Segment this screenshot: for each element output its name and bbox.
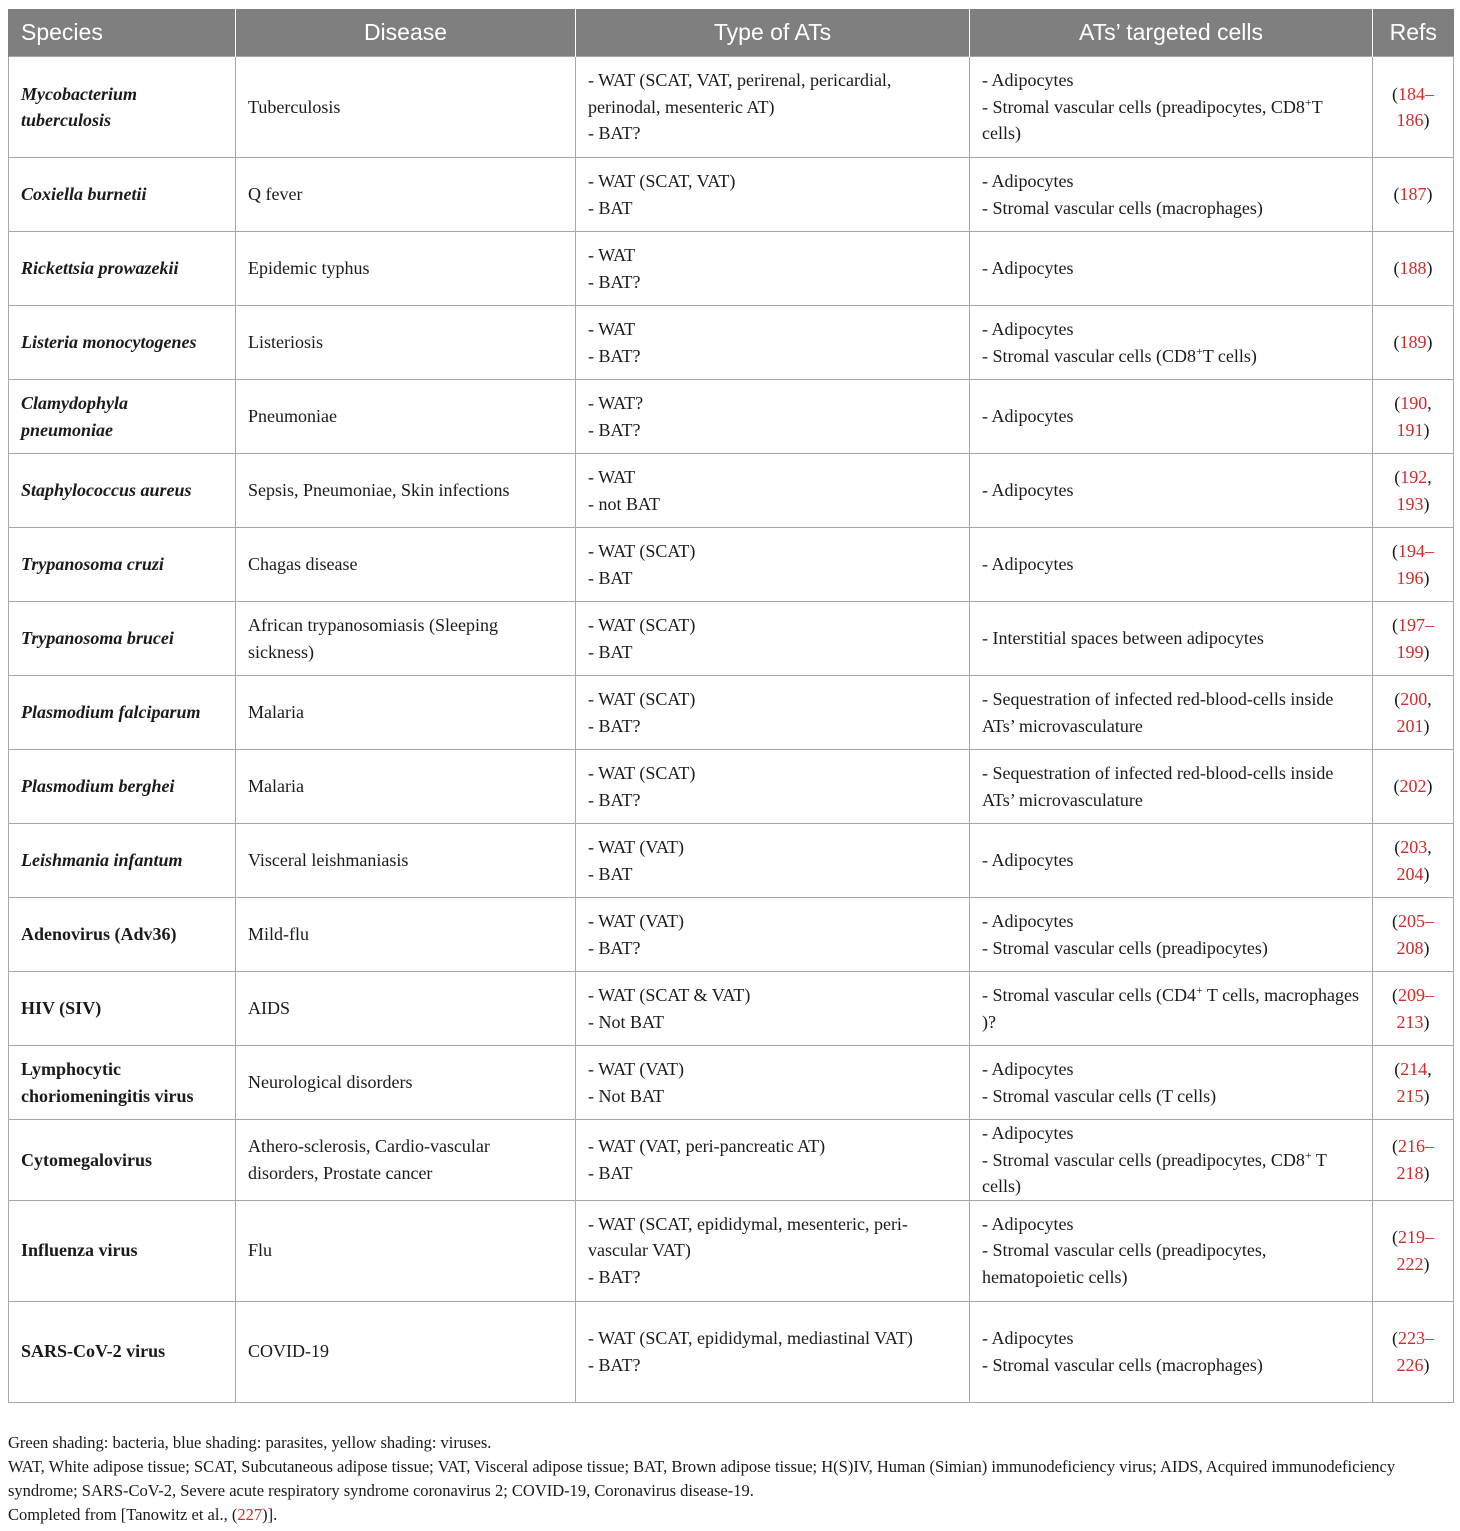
superscript: + xyxy=(1195,343,1203,358)
species-cell: Clamydophyla pneumoniae xyxy=(9,380,236,454)
species-cell: Plasmodium falciparum xyxy=(9,676,236,750)
at-type-cell xyxy=(576,158,970,232)
at-type-cell xyxy=(576,528,970,602)
at-type-cell xyxy=(576,1200,970,1301)
ref-link[interactable]: 218 xyxy=(1396,1162,1424,1183)
superscript: + xyxy=(1304,1147,1312,1162)
ref-link[interactable]: 203 xyxy=(1400,837,1428,857)
disease-cell: Epidemic typhus xyxy=(236,232,576,306)
cells-line: - Stromal vascular cells (preadipocytes, hematopoietic cells) xyxy=(982,1240,1267,1287)
at-line: - WAT (SCAT) xyxy=(588,689,696,709)
refs-cell: (188) xyxy=(1373,232,1454,306)
disease-cell: Tuberculosis xyxy=(236,57,576,158)
refs-cell: (209– 213) xyxy=(1373,972,1454,1046)
header-disease: Disease xyxy=(236,9,576,57)
at-type-cell xyxy=(576,57,970,158)
targeted-cells-cell xyxy=(970,1120,1373,1201)
at-type-cell xyxy=(576,380,970,454)
ref-link[interactable]: 200 xyxy=(1400,689,1428,709)
disease-cell: Neurological disorders xyxy=(236,1046,576,1120)
cells-line: - Stromal vascular cells (CD8+T cells) xyxy=(982,343,1257,366)
header-row xyxy=(9,9,1454,57)
ref-link[interactable]: 196 xyxy=(1396,567,1424,588)
ref-link[interactable]: 193 xyxy=(1396,493,1424,514)
ref-link[interactable]: 216– xyxy=(1398,1136,1434,1157)
ref-link[interactable]: 197– xyxy=(1398,615,1434,635)
at-line: - Not BAT xyxy=(588,1085,664,1106)
at-line: - BAT xyxy=(588,1162,633,1183)
disease-cell: Flu xyxy=(236,1200,576,1301)
at-type-cell xyxy=(576,454,970,528)
cells-line: - Adipocytes xyxy=(982,850,1074,871)
table-footnotes xyxy=(8,1431,1453,1527)
at-line: - BAT xyxy=(588,641,633,662)
cells-line: - Adipocytes xyxy=(982,1059,1074,1079)
at-type-cell xyxy=(576,306,970,380)
species-cell: Leishmania infantum xyxy=(9,824,236,898)
species-cell: Staphylococcus aureus xyxy=(9,454,236,528)
ref-link[interactable]: 202 xyxy=(1399,776,1427,797)
refs-cell: (219– 222) xyxy=(1373,1200,1454,1301)
table-row xyxy=(9,676,1454,750)
ref-link[interactable]: 189 xyxy=(1399,332,1427,353)
table-row xyxy=(9,972,1454,1046)
table-row xyxy=(9,1200,1454,1301)
targeted-cells-cell xyxy=(970,1046,1373,1120)
ref-link[interactable]: 184– xyxy=(1398,83,1434,104)
at-type-cell xyxy=(576,676,970,750)
targeted-cells-cell xyxy=(970,454,1373,528)
at-line: - WAT (VAT) xyxy=(588,837,685,857)
targeted-cells-cell xyxy=(970,57,1373,158)
table-row xyxy=(9,1120,1454,1201)
targeted-cells-cell xyxy=(970,676,1373,750)
at-line: - BAT? xyxy=(588,123,641,144)
targeted-cells-cell xyxy=(970,750,1373,824)
at-line: - Not BAT xyxy=(588,1011,664,1032)
disease-cell: Malaria xyxy=(236,676,576,750)
refs-cell: (203, 204) xyxy=(1373,824,1454,898)
at-type-cell xyxy=(576,1301,970,1402)
at-line: - WAT (SCAT, epididymal, mediastinal VAT) xyxy=(588,1328,913,1348)
ref-link[interactable]: 192 xyxy=(1400,467,1428,487)
ref-link[interactable]: 223– xyxy=(1398,1328,1434,1348)
table-row xyxy=(9,380,1454,454)
table-row xyxy=(9,1301,1454,1402)
at-line: - WAT (VAT, peri-pancreatic AT) xyxy=(588,1136,826,1157)
disease-cell: AIDS xyxy=(236,972,576,1046)
disease-cell: Athero-sclerosis, Cardio-vascular disorders, Prostate cancer xyxy=(236,1120,576,1201)
table-row xyxy=(9,528,1454,602)
cells-line: - Stromal vascular cells (macrophages) xyxy=(982,1354,1263,1375)
disease-cell: Listeriosis xyxy=(236,306,576,380)
at-line: - BAT xyxy=(588,863,633,884)
at-line: - WAT (SCAT) xyxy=(588,615,696,635)
ref-link[interactable]: 226 xyxy=(1396,1354,1424,1375)
at-line: - not BAT xyxy=(588,493,660,514)
species-cell: Rickettsia prowazekii xyxy=(9,232,236,306)
cells-line: - Adipocytes xyxy=(982,171,1074,191)
at-type-cell xyxy=(576,1120,970,1201)
disease-cell: Visceral leishmaniasis xyxy=(236,824,576,898)
disease-cell: Mild-flu xyxy=(236,898,576,972)
targeted-cells-cell xyxy=(970,306,1373,380)
species-cell: Plasmodium berghei xyxy=(9,750,236,824)
table-row xyxy=(9,824,1454,898)
ref-link[interactable]: 205– xyxy=(1398,911,1434,931)
at-line: - BAT? xyxy=(588,345,641,366)
targeted-cells-cell xyxy=(970,898,1373,972)
cells-line: - Stromal vascular cells (preadipocytes) xyxy=(982,937,1268,958)
targeted-cells-cell xyxy=(970,232,1373,306)
ref-link[interactable]: 222 xyxy=(1396,1253,1424,1274)
species-cell: Trypanosoma cruzi xyxy=(9,528,236,602)
at-line: - WAT xyxy=(588,467,636,487)
ref-link[interactable]: 194– xyxy=(1398,541,1434,561)
at-line: - BAT? xyxy=(588,715,641,736)
table-row xyxy=(9,454,1454,528)
cells-line: - Adipocytes xyxy=(982,258,1074,279)
at-line: - WAT (SCAT, VAT, perirenal, pericardial, perinodal, mesenteric AT) xyxy=(588,70,892,117)
species-cell: HIV (SIV) xyxy=(9,972,236,1046)
abbreviations-note: WAT, White adipose tissue; SCAT, Subcutaneous adipose tissue; VAT, Visceral adipose tissue; BAT, Brown adipose tissue; H(S)IV, Human (Simian) immunodeficiency virus; AIDS, Acquired immunodeficiency syndrome; SARS-CoV-2, Severe acute respiratory syndrome coronavirus 2; COVID-19, Coronavirus disease-19. xyxy=(8,1457,1396,1500)
targeted-cells-cell xyxy=(970,380,1373,454)
cells-line: - Adipocytes xyxy=(982,1328,1074,1348)
disease-cell: COVID-19 xyxy=(236,1301,576,1402)
refs-cell: (200, 201) xyxy=(1373,676,1454,750)
table-row xyxy=(9,750,1454,824)
species-cell: Adenovirus (Adv36) xyxy=(9,898,236,972)
at-line: - WAT xyxy=(588,319,636,339)
at-line: - WAT (SCAT) xyxy=(588,541,696,561)
refs-cell: (197– 199) xyxy=(1373,602,1454,676)
ref-link[interactable]: 191 xyxy=(1396,419,1424,440)
refs-cell: (214, 215) xyxy=(1373,1046,1454,1120)
table-row xyxy=(9,57,1454,158)
targeted-cells-cell xyxy=(970,528,1373,602)
ref-link[interactable]: 215 xyxy=(1396,1085,1424,1106)
ref-link[interactable]: 188 xyxy=(1399,258,1427,279)
ref-link[interactable]: 186 xyxy=(1396,110,1424,130)
targeted-cells-cell xyxy=(970,1301,1373,1402)
cells-line: - Stromal vascular cells (preadipocytes, CD8+ T cells) xyxy=(982,1147,1327,1196)
header-targeted-cells: ATs’ targeted cells xyxy=(970,9,1373,57)
at-line: - WAT? xyxy=(588,393,644,413)
cells-line: - Sequestration of infected red-blood-cells inside ATs’ microvasculature xyxy=(982,689,1334,736)
targeted-cells-cell xyxy=(970,1200,1373,1301)
species-cell: Influenza virus xyxy=(9,1200,236,1301)
disease-cell: Chagas disease xyxy=(236,528,576,602)
at-line: - BAT? xyxy=(588,1266,641,1287)
at-line: - BAT? xyxy=(588,271,641,292)
ref-link[interactable]: 219– xyxy=(1398,1227,1434,1247)
cells-line: - Adipocytes xyxy=(982,406,1074,427)
at-type-cell xyxy=(576,602,970,676)
at-type-cell xyxy=(576,750,970,824)
refs-cell: (223– 226) xyxy=(1373,1301,1454,1402)
shading-note: Green shading: bacteria, blue shading: parasites, yellow shading: viruses. xyxy=(8,1433,492,1452)
ref-link[interactable]: 209– xyxy=(1398,985,1434,1005)
ref-link[interactable]: 214 xyxy=(1400,1059,1428,1079)
cells-line: - Adipocytes xyxy=(982,1123,1074,1143)
ref-link[interactable]: 227 xyxy=(237,1505,263,1524)
disease-cell: African trypanosomiasis (Sleeping sickness) xyxy=(236,602,576,676)
infection-adipose-table xyxy=(8,9,1454,1403)
ref-link[interactable]: 213 xyxy=(1396,1011,1424,1032)
species-cell: Listeria monocytogenes xyxy=(9,306,236,380)
table-row xyxy=(9,306,1454,380)
at-line: - WAT (SCAT & VAT) xyxy=(588,985,751,1005)
source-note: Completed from [Tanowitz et al., (227)]. xyxy=(8,1505,278,1524)
table-row xyxy=(9,1046,1454,1120)
refs-cell: (184– 186) xyxy=(1373,57,1454,158)
targeted-cells-cell xyxy=(970,602,1373,676)
ref-link[interactable]: 199 xyxy=(1396,641,1424,662)
at-line: - BAT xyxy=(588,197,633,218)
disease-cell: Malaria xyxy=(236,750,576,824)
table-row xyxy=(9,158,1454,232)
targeted-cells-cell xyxy=(970,158,1373,232)
at-line: - WAT xyxy=(588,245,636,265)
cells-line: - Interstitial spaces between adipocytes xyxy=(982,628,1264,649)
at-line: - WAT (VAT) xyxy=(588,1059,685,1079)
cells-line: - Stromal vascular cells (preadipocytes, CD8+T cells) xyxy=(982,94,1323,144)
disease-cell: Sepsis, Pneumoniae, Skin infections xyxy=(236,454,576,528)
at-type-cell xyxy=(576,232,970,306)
disease-cell: Pneumoniae xyxy=(236,380,576,454)
table-row xyxy=(9,602,1454,676)
cells-line: - Adipocytes xyxy=(982,911,1074,931)
refs-cell: (190, 191) xyxy=(1373,380,1454,454)
at-line: - BAT? xyxy=(588,1354,641,1375)
at-line: - WAT (VAT) xyxy=(588,911,685,931)
refs-cell: (194– 196) xyxy=(1373,528,1454,602)
at-line: - BAT? xyxy=(588,789,641,810)
disease-cell: Q fever xyxy=(236,158,576,232)
targeted-cells-cell: - Stromal vascular cells (CD4+ T cells, macrophages )? xyxy=(970,972,1373,1046)
species-cell: Cytomegalovirus xyxy=(9,1120,236,1201)
ref-link[interactable]: 190 xyxy=(1400,393,1428,413)
at-line: - BAT? xyxy=(588,937,641,958)
cells-line: - Stromal vascular cells (macrophages) xyxy=(982,197,1263,218)
at-type-cell xyxy=(576,1046,970,1120)
superscript: + xyxy=(1195,983,1203,997)
cells-line: - Adipocytes xyxy=(982,480,1074,501)
cells-line: - Stromal vascular cells (T cells) xyxy=(982,1085,1217,1106)
refs-cell: (189) xyxy=(1373,306,1454,380)
at-line: - BAT xyxy=(588,567,633,588)
refs-cell: (216– 218) xyxy=(1373,1120,1454,1201)
at-line: - WAT (SCAT, VAT) xyxy=(588,171,736,191)
ref-link[interactable]: 187 xyxy=(1399,184,1427,205)
at-type-cell xyxy=(576,972,970,1046)
cells-line: - Adipocytes xyxy=(982,1213,1074,1234)
cells-line: - Adipocytes xyxy=(982,70,1074,91)
superscript: + xyxy=(1304,94,1312,109)
cells-line: - Adipocytes xyxy=(982,554,1074,575)
species-cell: SARS-CoV-2 virus xyxy=(9,1301,236,1402)
ref-link[interactable]: 204 xyxy=(1396,863,1424,884)
refs-cell: (205– 208) xyxy=(1373,898,1454,972)
refs-cell: (202) xyxy=(1373,750,1454,824)
species-cell: Mycobacterium tuberculosis xyxy=(9,57,236,158)
header-species: Species xyxy=(9,9,236,57)
header-type-of-ats: Type of ATs xyxy=(576,9,970,57)
species-cell: Coxiella burnetii xyxy=(9,158,236,232)
refs-cell: (192, 193) xyxy=(1373,454,1454,528)
at-line: - WAT (SCAT) xyxy=(588,763,696,783)
refs-cell: (187) xyxy=(1373,158,1454,232)
table-row xyxy=(9,898,1454,972)
header-refs: Refs xyxy=(1373,9,1454,57)
cells-line: - Adipocytes xyxy=(982,319,1074,339)
species-cell: Trypanosoma brucei xyxy=(9,602,236,676)
ref-link[interactable]: 201 xyxy=(1396,715,1424,736)
at-type-cell xyxy=(576,898,970,972)
at-type-cell xyxy=(576,824,970,898)
table-row xyxy=(9,232,1454,306)
ref-link[interactable]: 208 xyxy=(1396,937,1424,958)
cells-line: - Sequestration of infected red-blood-cells inside ATs’ microvasculature xyxy=(982,763,1334,810)
targeted-cells-cell xyxy=(970,824,1373,898)
species-cell: Lymphocytic choriomeningitis virus xyxy=(9,1046,236,1120)
at-line: - BAT? xyxy=(588,419,641,440)
at-line: - WAT (SCAT, epididymal, mesenteric, peri-vascular VAT) xyxy=(588,1213,908,1261)
